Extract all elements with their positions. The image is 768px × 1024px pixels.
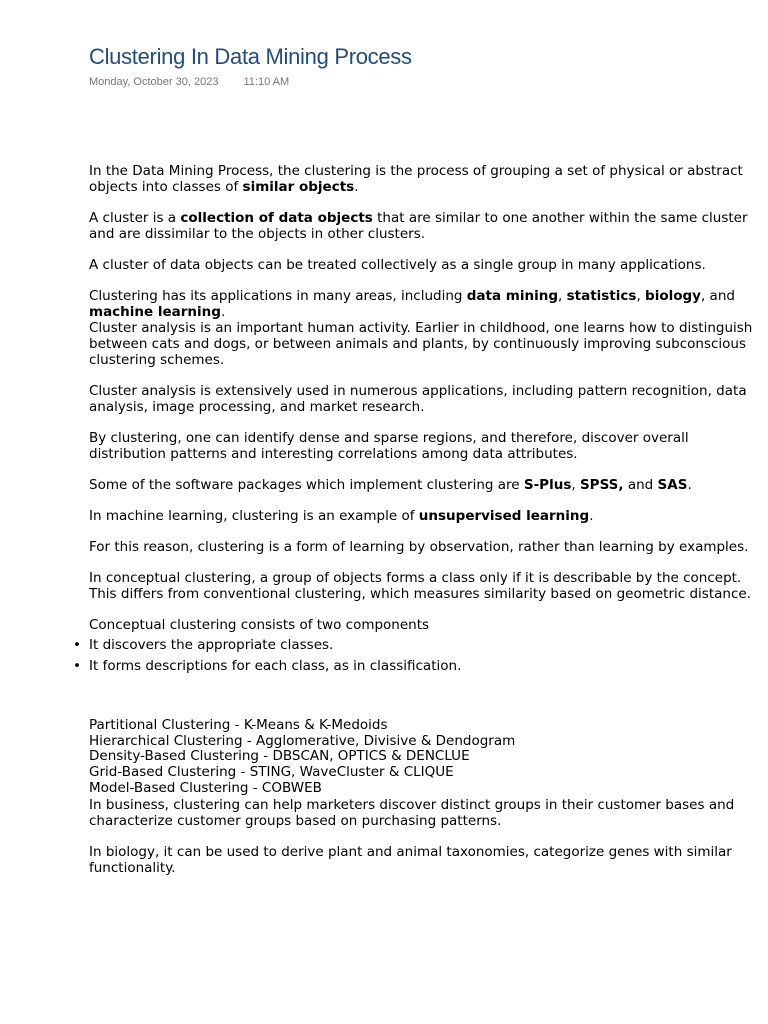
paragraph: In the Data Mining Process, the clustering is the process of grouping a set of physical or abstract objects into classes of similar objects. <box>89 163 743 195</box>
components-list <box>73 637 761 674</box>
paragraph: In business, clustering can help marketers discover distinct groups in their customer bases and characterize customer groups based on purchasing patterns. <box>89 796 735 829</box>
page-meta <box>89 76 289 88</box>
bold-term: collection of data objects <box>180 210 373 226</box>
list-item: Partitional Clustering - K-Means & K-Medoids <box>89 717 388 733</box>
bold-term: biology <box>645 288 701 304</box>
paragraph: Cluster analysis is an important human activity. Earlier in childhood, one learns how to distinguish between cats and dogs, or between animals and plants, by continuously improving subconscious clustering schemes. <box>89 320 753 368</box>
paragraph: Clustering has its applications in many areas, including data mining, statistics, biology, and machine learning. <box>89 288 735 320</box>
paragraph: Some of the software packages which implement clustering are S-Plus, SPSS, and SAS. <box>89 477 692 493</box>
paragraph: Conceptual clustering consists of two components <box>89 617 430 633</box>
bold-term: data mining <box>466 288 558 304</box>
bullet-icon: • <box>73 658 81 674</box>
list-item: • It forms descriptions for each class, as in classification. <box>73 658 462 674</box>
page-time: 11:10 AM <box>243 76 290 88</box>
paragraph: In conceptual clustering, a group of objects forms a class only if it is describable by the concept. This differs from conventional clustering, which measures similarity based on geometric distance. <box>89 570 751 602</box>
paragraph: A cluster of data objects can be treated collectively as a single group in many applications. <box>89 257 706 273</box>
paragraph: For this reason, clustering is a form of learning by observation, rather than learning by examples. <box>89 539 749 555</box>
list-item: • It discovers the appropriate classes. <box>73 637 334 653</box>
page-date: Monday, October 30, 2023 <box>89 76 219 88</box>
bullet-icon: • <box>73 637 81 653</box>
note-body <box>73 163 761 891</box>
paragraph: In machine learning, clustering is an example of unsupervised learning. <box>89 508 594 524</box>
bold-term: SAS <box>657 477 688 493</box>
bold-term: similar objects <box>242 179 355 195</box>
paragraph: In biology, it can be used to derive plant and animal taxonomies, categorize genes with similar functionality. <box>89 843 732 876</box>
list-item: Model-Based Clustering - COBWEB <box>89 779 322 796</box>
paragraph: By clustering, one can identify dense and sparse regions, and therefore, discover overall distribution patterns and interesting correlations among data attributes. <box>89 430 689 462</box>
list-item: Hierarchical Clustering - Agglomerative, Divisive & Dendogram <box>89 732 516 749</box>
bold-term: statistics <box>566 288 637 304</box>
methods-list <box>89 718 761 797</box>
page-title: Clustering In Data Mining Process <box>89 44 412 69</box>
bold-term: SPSS, <box>579 477 624 493</box>
list-item: Density-Based Clustering - DBSCAN, OPTICS & DENCLUE <box>89 748 470 765</box>
bold-term: unsupervised learning <box>418 508 590 524</box>
paragraph: A cluster is a collection of data objects that are similar to one another within the same cluster and are dissimilar to the objects in other clusters. <box>89 210 748 242</box>
bold-term: S-Plus <box>523 477 572 493</box>
paragraph: Cluster analysis is extensively used in numerous applications, including pattern recognition, data analysis, image processing, and market research. <box>89 383 747 415</box>
list-item: Grid-Based Clustering - STING, WaveCluster & CLIQUE <box>89 764 454 781</box>
bold-term: machine learning <box>89 304 221 320</box>
